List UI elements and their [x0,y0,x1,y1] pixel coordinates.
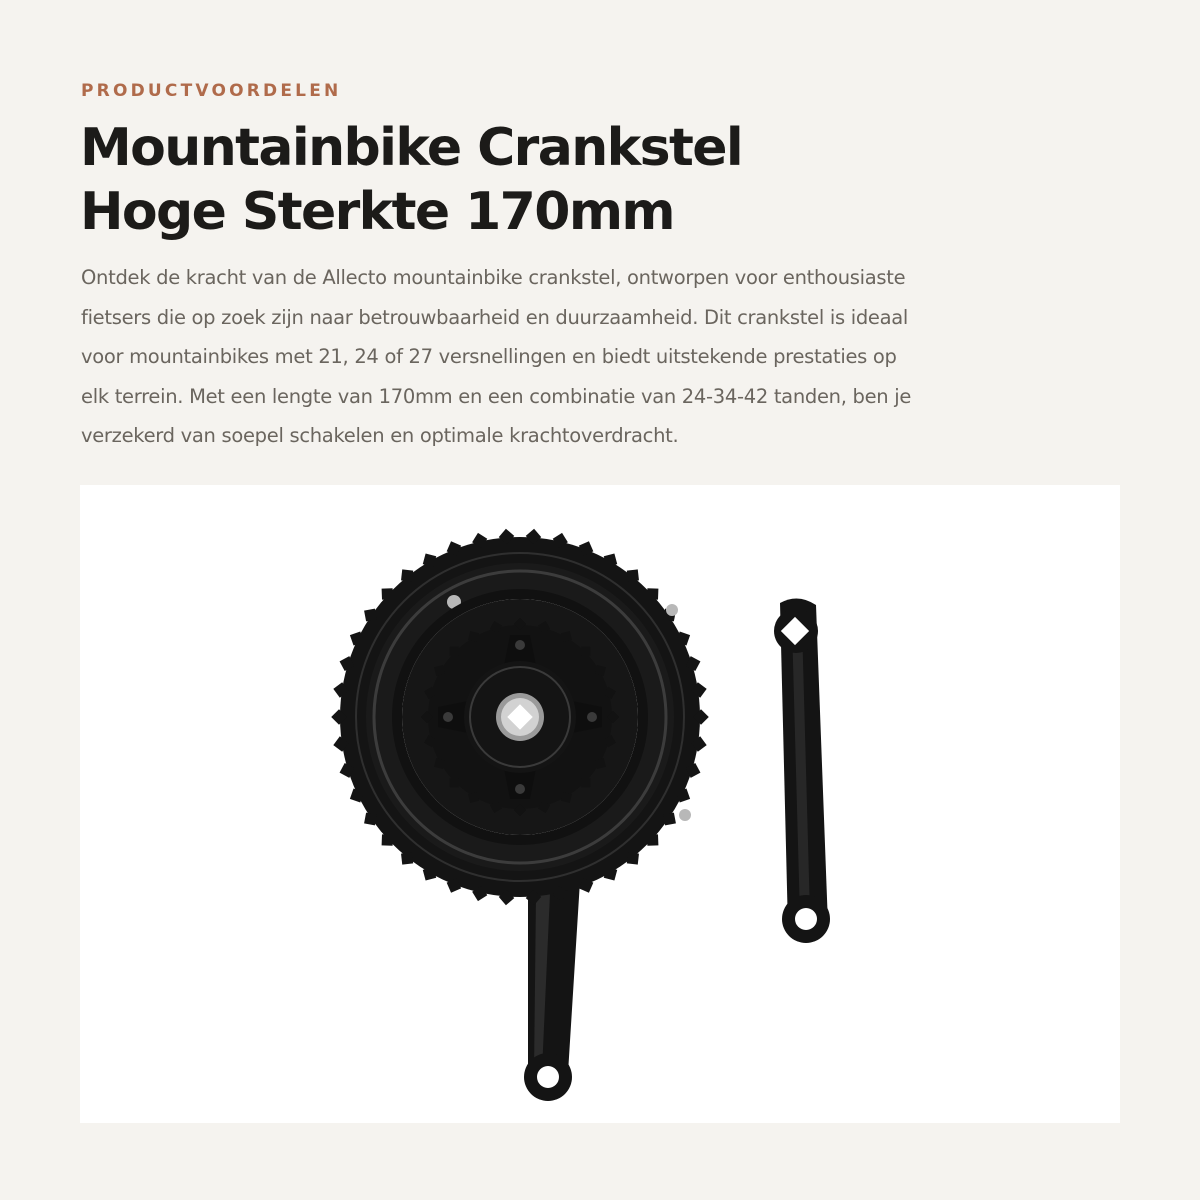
description-line: voor mountainbikes met 21, 24 of 27 versnellingen en biedt uitstekende prestaties op [81,345,897,369]
chainring-tooth [401,569,413,581]
product-image-card [80,485,1120,1123]
description-line: elk terrein. Met een lengte van 170mm en een combinatie van 24-34-42 tanden, ben je [81,384,912,408]
description-line: fietsers die op zoek zijn naar betrouwbaarheid en duurzaamheid. Dit crankstel is ideaal [81,305,909,329]
description-line: Ontdek de kracht van de Allecto mountainbike crankstel, ontworpen voor enthousiaste [81,266,906,289]
crankset-illustration [80,485,1120,1123]
chainring-tooth [647,588,658,599]
chainring-tooth [663,813,676,826]
chainring-tooth [382,834,393,845]
product-title [80,116,742,244]
chainring-tooth [647,834,658,845]
chainring-tooth [627,852,639,864]
chainring-tooth [364,609,377,622]
section-eyebrow: PRODUCTVOORDELEN [81,81,342,101]
chainring-tooth [450,778,459,787]
chainring-tooth [364,813,377,826]
crank-hub [464,661,576,773]
chainring-tooth [581,778,590,787]
chainring-tooth [450,647,459,656]
left-crank-arm [774,598,830,943]
chainring-tooth [382,588,393,599]
product-title-line: Hoge Sterkte 170mm [80,182,674,242]
chainring-tooth [581,647,590,656]
chainring-tooth [401,852,413,864]
product-description [81,258,1091,456]
drive-side-crank-arm [524,881,580,1101]
description-line: verzekerd van soepel schakelen en optimale krachtoverdracht. [81,424,679,448]
product-title-line: Mountainbike Crankstel [80,118,743,178]
chainring-tooth [627,569,639,581]
